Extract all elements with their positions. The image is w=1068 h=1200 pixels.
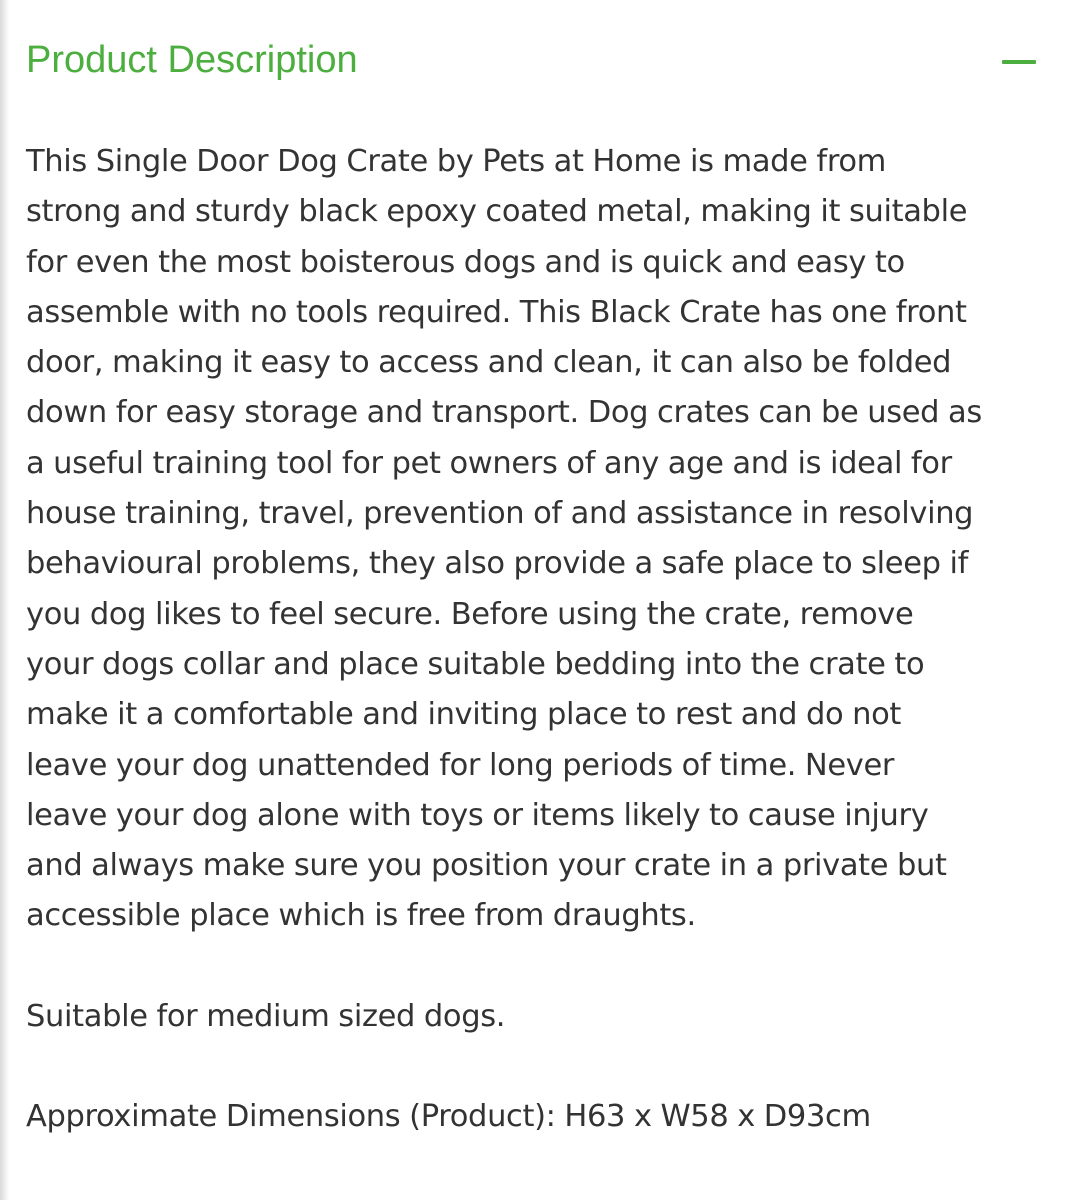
description-line: a useful training tool for pet owners of any age and is ideal for — [26, 445, 952, 481]
description-line: make it a comfortable and inviting place to rest and do not — [26, 697, 902, 733]
left-edge-shadow — [0, 0, 10, 1200]
description-line: and always make sure you position your crate in a private but — [26, 848, 947, 884]
description-line: This Single Door Dog Crate by Pets at Home is made from — [26, 144, 887, 179]
minus-icon — [1002, 60, 1036, 64]
description-line: house training, travel, prevention of and assistance in resolving — [26, 496, 974, 532]
description-line: you dog likes to feel secure. Before using the crate, remove — [26, 596, 914, 632]
description-line: for even the most boisterous dogs and is quick and easy to — [26, 244, 905, 280]
description-line: behavioural problems, they also provide a safe place to sleep if — [26, 546, 968, 582]
description-line: door, making it easy to access and clean, it can also be folded — [26, 345, 952, 381]
collapse-button[interactable] — [1000, 44, 1040, 80]
description-line: assemble with no tools required. This Black Crate has one front — [26, 294, 967, 330]
accordion-header[interactable] — [26, 30, 1046, 90]
description-line: accessible place which is free from draughts. — [26, 898, 696, 934]
product-description-panel — [26, 0, 1046, 1200]
dimensions-text: Approximate Dimensions (Product): H63 x W58 x D93cm — [26, 1099, 871, 1135]
description-line: leave your dog alone with toys or items likely to cause injury — [26, 797, 929, 833]
description-line: leave your dog unattended for long periods of time. Never — [26, 747, 895, 783]
description-line: your dogs collar and place suitable bedding into the crate to — [26, 646, 925, 682]
description-paragraph — [26, 137, 1048, 942]
suitability-text: Suitable for medium sized dogs. — [26, 998, 506, 1034]
description-line: down for easy storage and transport. Dog crates can be used as — [26, 395, 982, 431]
section-title: Product Description — [26, 39, 358, 81]
description-line: strong and sturdy black epoxy coated metal, making it suitable — [26, 194, 968, 230]
description-content — [26, 137, 1048, 1142]
